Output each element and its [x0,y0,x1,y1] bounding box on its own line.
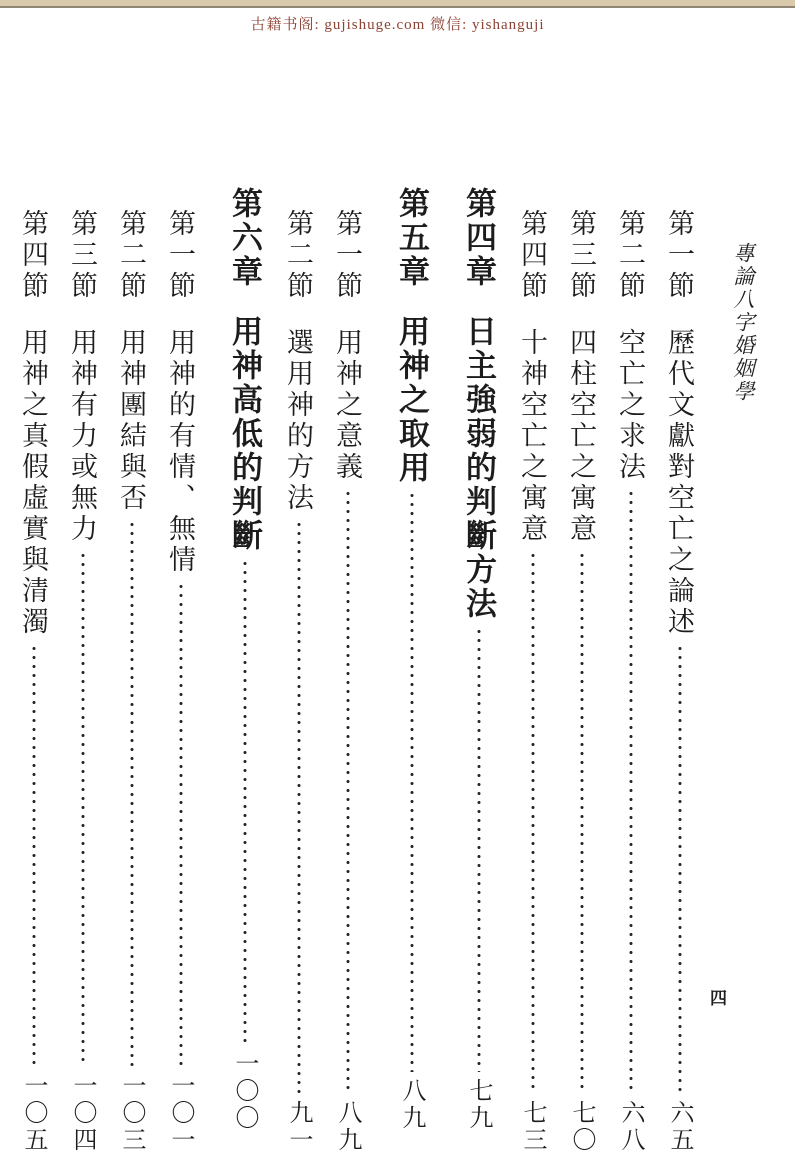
toc-entry-title: 用神有力或無力 [67,328,97,545]
toc-entry [14,185,53,1154]
toc-entry-page: 一〇四 [69,1073,95,1154]
toc-entry-label: 第六章 [226,187,262,289]
toc-entry-label: 第一節 [332,209,362,302]
toc-entry-title [0,328,4,669]
toc-entry [63,185,102,1154]
dotted-leader [629,489,633,1094]
toc-entry-page: 九一 [285,1100,311,1154]
toc-entry-page [0,1073,2,1154]
toc-entry-page: 七九 [465,1078,491,1132]
book-title: 專論八字婚姻學 [731,242,755,403]
toc-entry-page: 八九 [334,1100,360,1154]
toc-entry-title: 日主強弱的判斷方法 [460,315,496,621]
toc-entry-label: 第三節 [566,209,596,302]
toc-entry-page: 一〇一 [167,1073,193,1154]
toc-entry [161,185,200,1154]
toc-entry-title: 歷代文獻對空亡之論述 [664,328,694,638]
toc-entry-title: 用神之意義 [332,328,362,483]
toc-entry-page: 一〇三 [118,1073,144,1154]
toc-entry [456,185,501,1132]
page-number: 四 [710,989,727,1008]
toc-entry-label: 第二節 [116,209,146,302]
dotted-leader [130,520,134,1067]
toc-entry-label: 第一節 [664,209,694,302]
toc-entry-label: 第二節 [283,209,313,302]
toc-entry-title: 用神之取用 [393,315,429,485]
toc-entry-page: 一〇五 [20,1073,46,1154]
toc-entry-label: 第三節 [67,209,97,302]
toc [0,185,699,1154]
toc-entry-label: 第二節 [615,209,645,302]
toc-entry [279,185,318,1154]
dotted-leader [346,489,350,1094]
toc-entry [562,185,601,1154]
toc-entry-label: 第四節 [18,209,48,302]
toc-entry-label: 第一節 [165,209,195,302]
toc-entry-title: 四柱空亡之寓意 [566,328,596,545]
toc-entry-label: 第四節 [517,209,547,302]
toc-entry-title: 空亡之求法 [615,328,645,483]
toc-entry-label: 第五章 [393,187,429,289]
toc-entry-page: 八九 [398,1078,424,1132]
dotted-leader [580,551,584,1094]
dotted-leader [410,491,414,1072]
dotted-leader [531,551,535,1094]
toc-entry [611,185,650,1154]
toc-entry-page: 一〇〇 [231,1051,257,1132]
dotted-leader [678,644,682,1094]
toc-entry-title: 用神高低的判斷 [226,315,262,553]
dotted-leader [81,551,85,1067]
dotted-leader [32,644,36,1067]
toc-entry-label [0,209,4,302]
toc-entry-label: 第四章 [460,187,496,289]
toc-entry [660,185,699,1154]
toc-entry [222,185,267,1132]
toc-entry-page: 六八 [617,1100,643,1154]
scan-top-border [0,0,795,8]
toc-entry [328,185,367,1154]
dotted-leader [297,520,301,1094]
toc-entry-title: 十神空亡之寓意 [517,328,547,545]
toc-entry [513,185,552,1154]
toc-entry-title: 用神之真假虛實與清濁 [18,328,48,638]
toc-entry-page: 七三 [519,1100,545,1154]
dotted-leader [243,559,247,1045]
toc-entry-title: 選用神的方法 [283,328,313,514]
dotted-leader [477,627,481,1072]
toc-entry [389,185,434,1132]
toc-entry-title: 用神團結與否 [116,328,146,514]
toc-entry [0,185,4,1154]
toc-entry-page: 六五 [666,1100,692,1154]
toc-entry-page: 七〇 [568,1100,594,1154]
toc-entry [112,185,151,1154]
dotted-leader [179,582,183,1067]
watermark-text: 古籍书阁: gujishuge.com 微信: yishanguji [250,17,545,33]
toc-entry-title: 用神的有情、無情 [165,328,195,576]
